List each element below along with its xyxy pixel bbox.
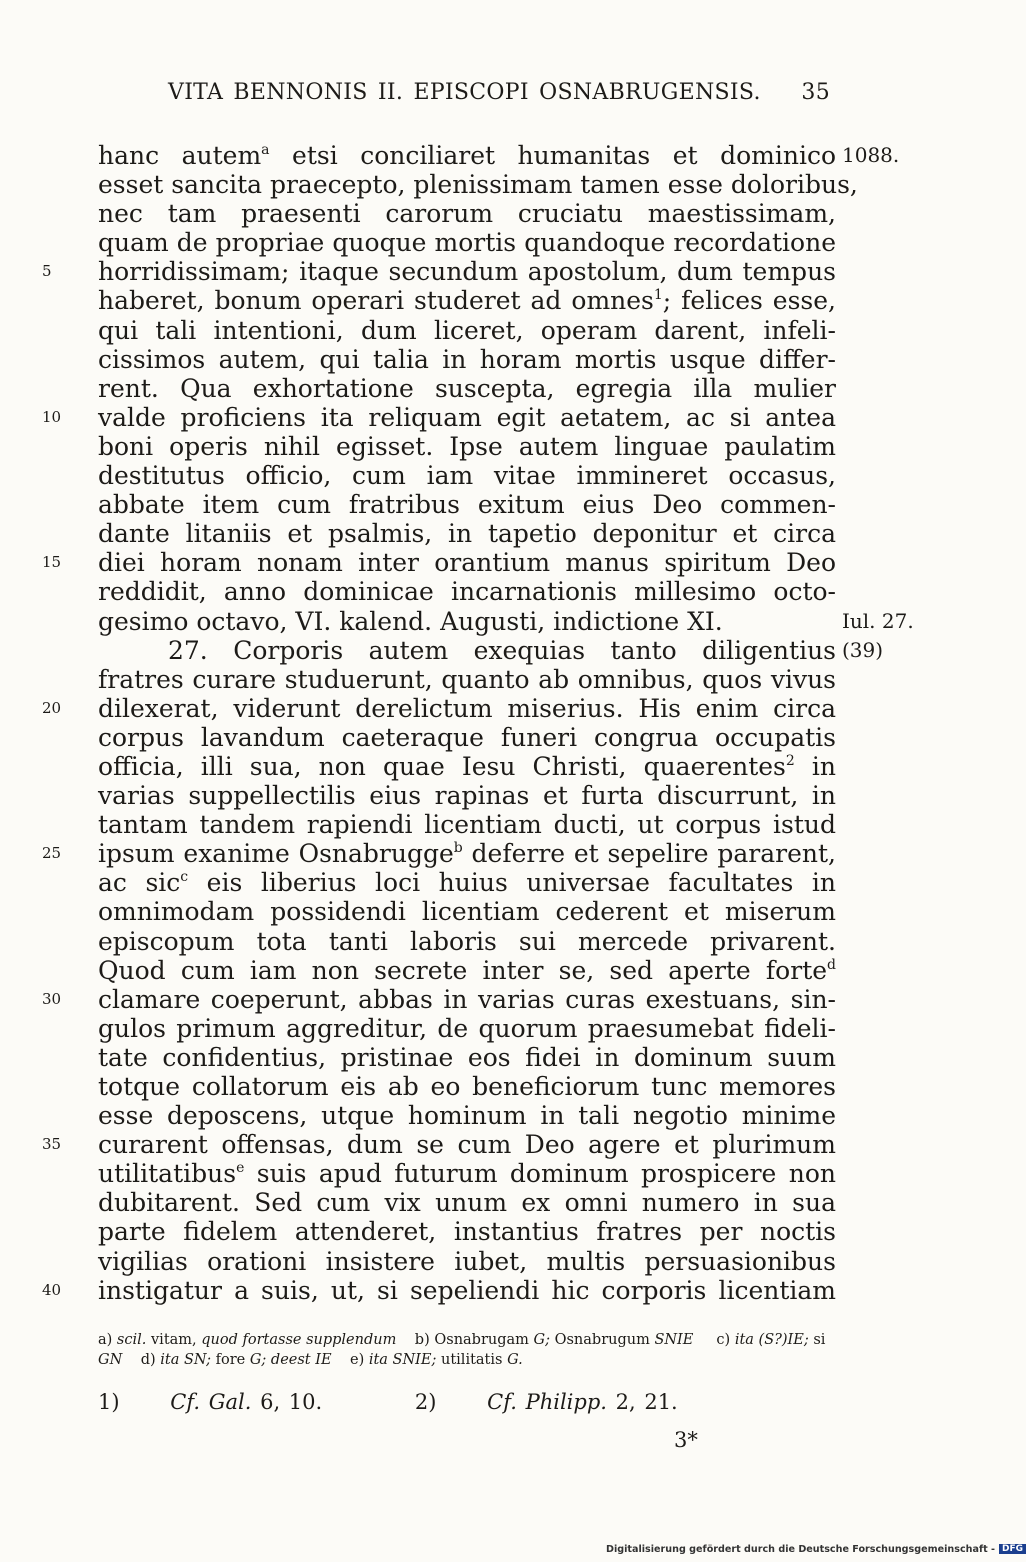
footnote-mark: b xyxy=(453,840,463,857)
text-line: varias suppellectilis eius rapinas et furta discurrunt, in xyxy=(98,781,836,811)
source-note-1: 1) Cf. Gal. 6, 10. xyxy=(98,1390,323,1414)
text-line: 10 valde proficiens ita reliquam egit aetatem, ac si antea xyxy=(42,402,836,432)
text-line: boni operis nihil egisset. Ipse autem linguae paulatim xyxy=(98,431,836,461)
footnote-mark: e xyxy=(236,1160,245,1177)
text-line: fratres curare studuerunt, quanto ab omnibus, quos vivus xyxy=(98,664,836,694)
text-line: 25 ipsum exanime Osnabrugge$^b$ deferre et sepelire pararent, xyxy=(42,839,836,869)
text-line: tate confidentius, pristinae eos fidei in dominum suum xyxy=(98,1042,836,1072)
source-footnotes xyxy=(98,1390,836,1414)
line-number: 5 xyxy=(42,262,52,281)
text-line: rent. Qua exhortatione suscepta, egregia illa mulier xyxy=(98,373,836,403)
text-line: corpus lavandum caeteraque funeri congrua occupatis xyxy=(98,722,836,752)
footnote-mark: 1 xyxy=(653,287,663,304)
margin-chapter-ref: (39) xyxy=(842,637,884,662)
text-line: parte fidelem attenderet, instantius fratres per noctis xyxy=(98,1217,836,1247)
line-number: 25 xyxy=(42,844,62,863)
footnote-mark: d xyxy=(827,956,836,973)
text-line: omnimodam possidendi licentiam cederent et miserum xyxy=(98,897,836,927)
line-number: 10 xyxy=(42,407,62,426)
text-line: officia, illi sua, non quae Iesu Christi, quaerentes$^2$ in xyxy=(98,751,836,781)
text-line: qui tali intentioni, dum liceret, operam darent, infeli- xyxy=(98,315,836,345)
main-text xyxy=(42,141,914,1305)
line-number: 35 xyxy=(42,1135,62,1154)
text-line: episcopum tota tanti laboris sui mercede privarent. xyxy=(98,926,836,956)
digitization-credit: Digitalisierung gefördert durch die Deutsche Forschungsgemeinschaft - DFG xyxy=(606,1544,1026,1555)
text-line: utilitatibus$^e$ suis apud futurum dominum prospicere non xyxy=(98,1159,836,1189)
text-line: 15 diei horam nonam inter orantium manus spiritum Deo xyxy=(42,548,836,578)
margin-date: Iul. 27. xyxy=(842,608,914,633)
text-line: gesimo octavo, VI. kalend. Augusti, indictione XI. Iul. 27. xyxy=(98,606,914,636)
text-line: reddidit, anno dominicae incarnationis millesimo octo- xyxy=(98,577,836,607)
footnote-mark: a xyxy=(261,142,270,158)
text-line: destitutus officio, cum iam vitae immineret occasus, xyxy=(98,461,836,491)
running-header xyxy=(168,80,830,105)
footnote-mark: c xyxy=(180,869,189,886)
text-line: nec tam praesenti carorum cruciatu maestissimam, xyxy=(98,199,836,229)
line-number: 15 xyxy=(42,553,62,572)
dfg-logo: DFG xyxy=(999,1544,1026,1554)
page-number: 35 xyxy=(801,80,830,105)
line-number: 30 xyxy=(42,989,62,1008)
text-line: tantam tandem rapiendi licentiam ducti, ut corpus istud xyxy=(98,810,836,840)
text-line: 5 horridissimam; itaque secundum apostolum, dum tempus xyxy=(42,257,836,287)
line-number: 20 xyxy=(42,698,62,717)
text-line: ac sic$^c$ eis liberius loci huius universae facultates in xyxy=(98,868,836,898)
text-line: dante litaniis et psalmis, in tapetio deponitur et circa xyxy=(98,519,836,549)
source-note-2: 2) Cf. Philipp. 2, 21. xyxy=(414,1390,678,1414)
text-line: 40 instigatur a suis, ut, si sepeliendi hic corporis licentiam xyxy=(42,1275,836,1305)
text-line: 35 curarent offensas, dum se cum Deo agere et plurimum xyxy=(42,1130,836,1160)
text-line: 30 clamare coeperunt, abbas in varias curas exestuans, sin- xyxy=(42,984,836,1014)
critical-apparatus: a) scil. vitam, quod fortasse supplendum b) Osnabrugam G; Osnabrugum SNIE c) ita (S?)IE; si GN d) ita SN; fore G; deest IE e) ita SNIE; utilitatis G. xyxy=(98,1332,826,1368)
margin-year: 1088. xyxy=(842,143,900,167)
footnote-mark: 2 xyxy=(785,752,795,769)
text-line: abbate item cum fratribus exitum eius Deo commen- xyxy=(98,490,836,520)
text-line: 20 dilexerat, viderunt derelictum miserius. His enim circa xyxy=(42,693,836,723)
text-line: quam de propriae quoque mortis quandoque recordatione xyxy=(98,228,836,258)
text-line: gulos primum aggreditur, de quorum praesumebat fideli- xyxy=(98,1013,836,1043)
chapter-start-line: 27. Corporis autem exequias tanto diligentius (39) xyxy=(168,635,884,665)
signature-mark: 3* xyxy=(674,1428,698,1452)
line-number: 40 xyxy=(42,1280,62,1299)
text-line: esset sancita praecepto, plenissimam tamen esse doloribus, xyxy=(98,170,858,200)
text-line: dubitarent. Sed cum vix unum ex omni numero in sua xyxy=(98,1188,836,1218)
text-line: Quod cum iam non secrete inter se, sed aperte forte$^d$ xyxy=(98,955,836,985)
text-line: vigilias orationi insistere iubet, multis persuasionibus xyxy=(98,1246,836,1276)
running-title: VITA BENNONIS II. EPISCOPI OSNABRUGENSIS. xyxy=(168,80,761,105)
text-line: esse deposcens, utque hominum in tali negotio minime xyxy=(98,1101,836,1131)
text-line: haberet, bonum operari studeret ad omnes$^1$; felices esse, xyxy=(98,286,836,316)
text-line: cissimos autem, qui talia in horam mortis usque differ- xyxy=(98,344,836,374)
text-line: hanc autem$^a$ etsi conciliaret humanitas et dominico 1088. xyxy=(98,141,900,170)
text-line: totque collatorum eis ab eo beneficiorum tunc memores xyxy=(98,1072,836,1101)
